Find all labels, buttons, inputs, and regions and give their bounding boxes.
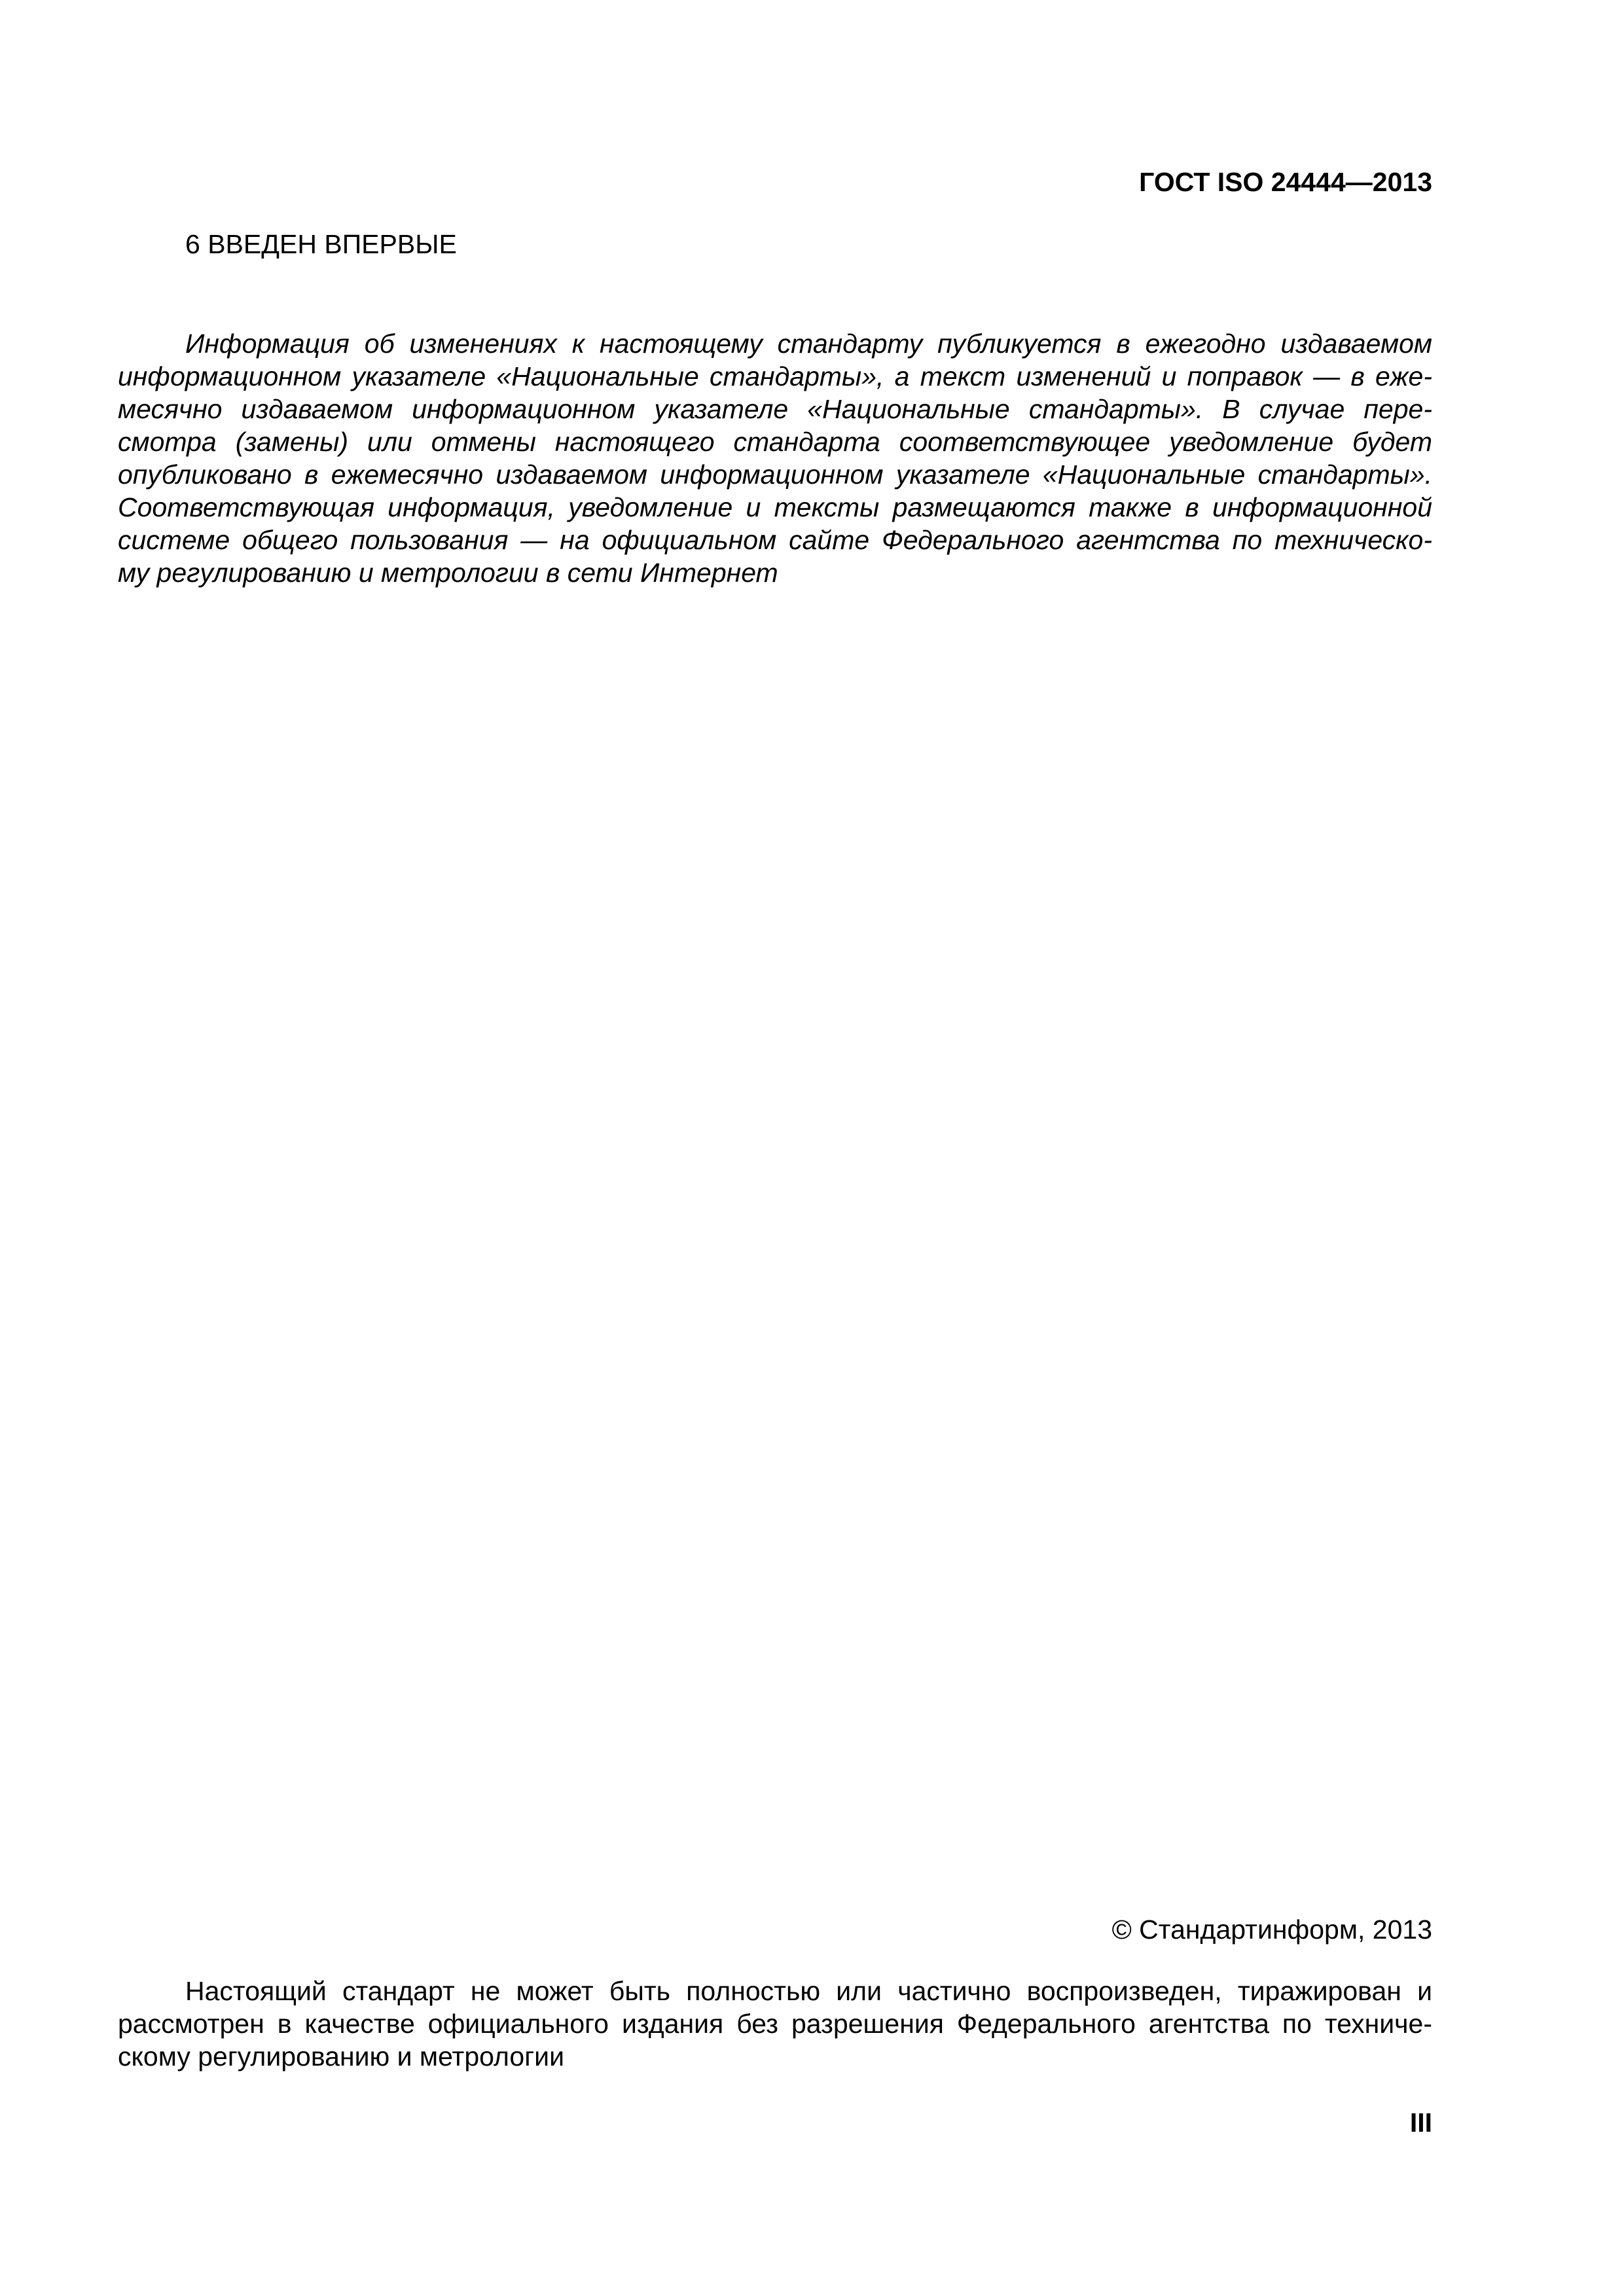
reproduction-notice-paragraph xyxy=(118,1975,1432,2073)
notice-line: Настоящий стандарт не может быть полностью или частично воспроизведен, тиражирован и xyxy=(185,1976,1432,2006)
info-line: му регулированию и метрологии в сети Интернет xyxy=(118,558,778,588)
notice-line: скому регулированию и метрологии xyxy=(118,2041,564,2072)
info-line: опубликовано в ежемесячно издаваемом информационном указателе «Национальные стандарты». xyxy=(118,459,1432,490)
info-line: Соответствующая информация, уведомление и тексты размещаются также в информационной xyxy=(118,492,1432,522)
document-code: ГОСТ ISO 24444—2013 xyxy=(1139,167,1432,197)
copyright-notice: © Стандартинформ, 2013 xyxy=(1111,1914,1432,1945)
info-line: информационном указателе «Национальные стандарты», а текст изменений и поправок — в еже- xyxy=(118,361,1432,391)
page-number: III xyxy=(1409,2108,1432,2138)
info-line: системе общего пользования — на официальном сайте Федерального агентства по техническо- xyxy=(118,525,1432,555)
info-line: месячно издаваемом информационном указателе «Национальные стандарты». В случае пере- xyxy=(118,394,1432,424)
notice-line: рассмотрен в качестве официального издания без разрешения Федерального агентства по техниче- xyxy=(118,2009,1432,2039)
introduction-statement: 6 ВВЕДЕН ВПЕРВЫЕ xyxy=(185,229,457,259)
amendments-information-paragraph xyxy=(118,327,1432,589)
info-line: смотра (замены) или отмены настоящего стандарта соответствующее уведомление будет xyxy=(118,427,1432,457)
info-line: Информация об изменениях к настоящему стандарту публикуется в ежегодно издаваемом xyxy=(185,329,1432,359)
